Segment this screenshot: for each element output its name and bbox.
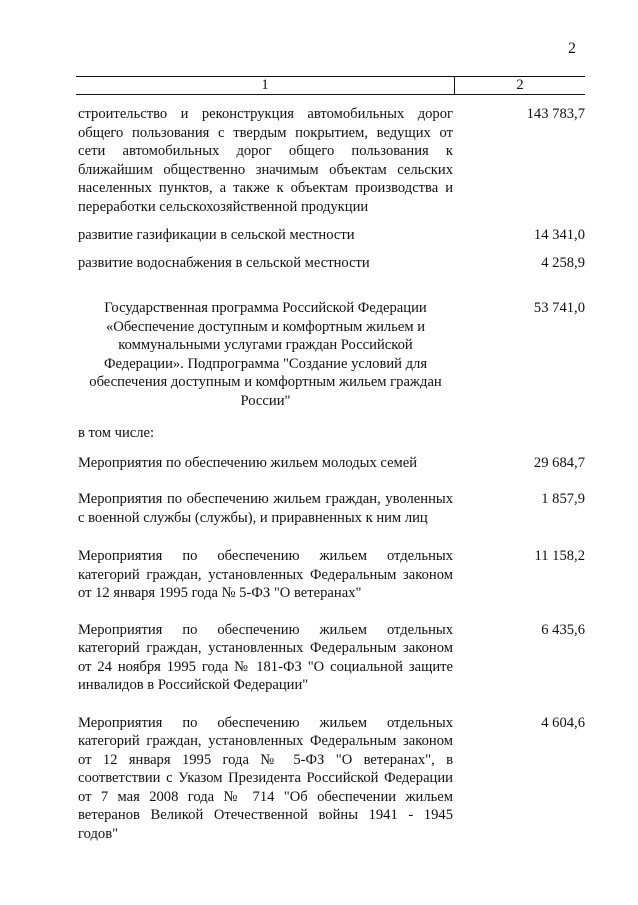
row-value: 4 604,6 <box>541 714 585 731</box>
table-row <box>78 254 585 273</box>
row-value: 1 857,9 <box>541 491 585 507</box>
row-value: 14 341,0 <box>533 227 585 243</box>
row-value: 11 158,2 <box>534 548 585 564</box>
row-value: 29 684,7 <box>533 454 585 471</box>
table-row <box>78 714 585 844</box>
row-text: строительство и реконструкция автомобильных дорог общего пользования с твердым покрытием, ведущих от сети автомобильных дорог общего пользования к ближайшим общественно значимым объектам сельских населенных пунктов, а также к объектам производства и переработки сельскохозяйственной продукции <box>78 106 453 215</box>
table-row <box>78 621 585 695</box>
header-col-2: 2 <box>516 77 524 93</box>
row-text: развитие водоснабжения в сельской местности <box>78 254 370 271</box>
table-row <box>78 105 585 216</box>
table-row <box>78 490 585 527</box>
table-row <box>78 424 585 443</box>
row-value: 6 435,6 <box>541 621 585 638</box>
row-text: Государственная программа Российской Федерации «Обеспечение доступным и комфортным жильем и коммунальными услугами граждан Российской Федерации». Подпрограмма "Создание условий для обеспечения доступным и комфортным жильем граждан России" <box>89 300 442 409</box>
row-value: 53 741,0 <box>533 300 585 316</box>
table-header <box>76 76 585 95</box>
header-col-1: 1 <box>76 77 455 94</box>
page-number: 2 <box>568 40 576 57</box>
row-value: 4 258,9 <box>541 254 585 271</box>
header-bottom-rule <box>76 94 585 95</box>
row-text: Мероприятия по обеспечению жильем отдельных категорий граждан, установленных Федеральным законом от 12 января 1995 года № 5-ФЗ "О ветеранах" <box>78 548 453 601</box>
table-row <box>78 226 585 245</box>
row-value <box>453 424 585 443</box>
table-row <box>78 299 585 410</box>
row-text: Мероприятия по обеспечению жильем молодых семей <box>78 454 418 471</box>
row-text: Мероприятия по обеспечению жильем отдельных категорий граждан, установленных Федеральным законом от 24 ноября 1995 года № 181-ФЗ "О социальной защите инвалидов в Российской Федерации" <box>78 621 453 693</box>
table-row <box>78 547 585 603</box>
table-row <box>78 454 585 473</box>
row-text: в том числе: <box>78 425 155 441</box>
row-value: 143 783,7 <box>526 106 585 122</box>
row-text: развитие газификации в сельской местности <box>78 227 355 243</box>
row-text: Мероприятия по обеспечению жильем отдельных категорий граждан, установленных Федеральным законом от 12 января 1995 года № 5-ФЗ "О ветеранах", в соответствии с Указом Президента Российской Федерации от 7 мая 2008 года № 714 "Об обеспечении жильем ветеранов Великой Отечественной войны 1941 - 1945 годов" <box>78 714 453 842</box>
table-body <box>78 105 585 843</box>
row-text: Мероприятия по обеспечению жильем граждан, уволенных с военной службы (службы), и приравненных к ним лиц <box>78 491 453 526</box>
